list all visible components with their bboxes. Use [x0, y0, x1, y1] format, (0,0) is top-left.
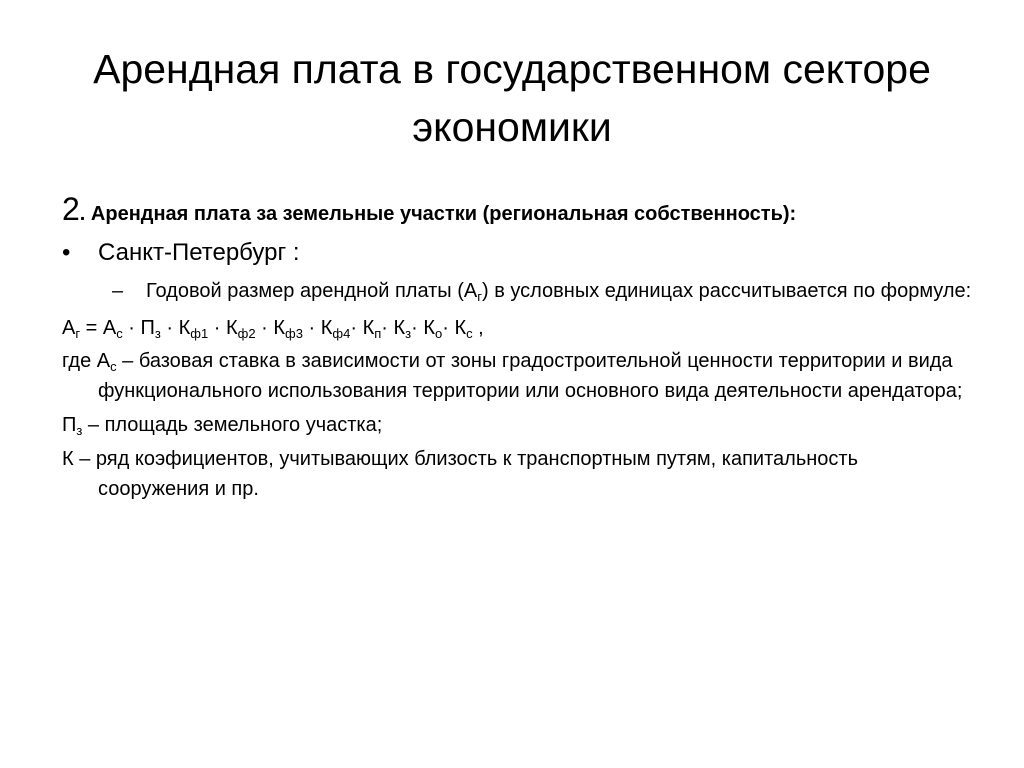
formula-subscript: г: [75, 326, 81, 341]
formula-text: = А: [80, 317, 117, 339]
definition-prefix: П: [62, 414, 77, 436]
bullet-item: [62, 235, 972, 271]
subbullet-text-before: Годовой размер арендной платы (А: [146, 280, 478, 302]
slide-content: [62, 188, 972, 504]
subbullet-subscript: г: [477, 289, 482, 304]
definition-text: – базовая ставка в зависимости от зоны градостроительной ценности территории и вида функционального использования территории или основного вида деятельности арендатора;: [98, 350, 963, 402]
rent-formula: [62, 314, 972, 342]
slide-title: Арендная плата в государственном секторе экономики: [93, 46, 931, 150]
formula-subscript: ф4: [332, 326, 351, 341]
formula-subscript: з: [154, 326, 161, 341]
formula-subscript: с: [116, 326, 123, 341]
section-number: 2: [62, 191, 80, 227]
formula-text: · К: [381, 317, 406, 339]
formula-text: А: [62, 317, 76, 339]
definition-item: [62, 410, 972, 440]
formula-subscript: ф3: [285, 326, 303, 341]
subbullet-marker: –: [112, 280, 124, 302]
definitions-list: [62, 346, 972, 504]
formula-text: · К: [442, 317, 467, 339]
formula-subscript: з: [405, 326, 412, 341]
section-heading: [62, 188, 972, 235]
formula-text: · К: [302, 317, 333, 339]
definition-text: – площадь земельного участка;: [82, 414, 383, 436]
bullet-marker: •: [62, 239, 71, 266]
definition-subscript: з: [76, 423, 83, 438]
formula-text: · К: [255, 317, 286, 339]
definition-text: – ряд коэфициентов, учитывающих близость к транспортным путям, капитальность сооружения и пр.: [73, 448, 858, 500]
definition-prefix: где А: [62, 350, 111, 372]
formula-text: · К: [411, 317, 435, 339]
formula-text: · К: [208, 317, 238, 339]
formula-text: ,: [472, 317, 484, 339]
bullet-text: Санкт-Петербург :: [98, 239, 300, 266]
subbullet-text-after: ) в условных единицах рассчитывается по формуле:: [481, 280, 972, 302]
formula-subscript: с: [466, 326, 473, 341]
formula-subscript: ф2: [237, 326, 256, 341]
formula-text: · К: [160, 317, 191, 339]
definition-subscript: с: [110, 359, 117, 374]
formula-subscript: п: [374, 326, 382, 341]
formula-text: · П: [122, 317, 155, 339]
section-separator: .: [79, 203, 91, 225]
definition-item: [62, 444, 972, 504]
formula-text: · К: [350, 317, 375, 339]
formula-subscript: ф1: [190, 326, 209, 341]
formula-subscript: о: [435, 326, 443, 341]
section-heading-text: Арендная плата за земельные участки (региональная собственность):: [90, 203, 797, 225]
definition-item: [62, 346, 972, 406]
definition-prefix: К: [62, 448, 74, 470]
subbullet-item: [62, 277, 972, 306]
